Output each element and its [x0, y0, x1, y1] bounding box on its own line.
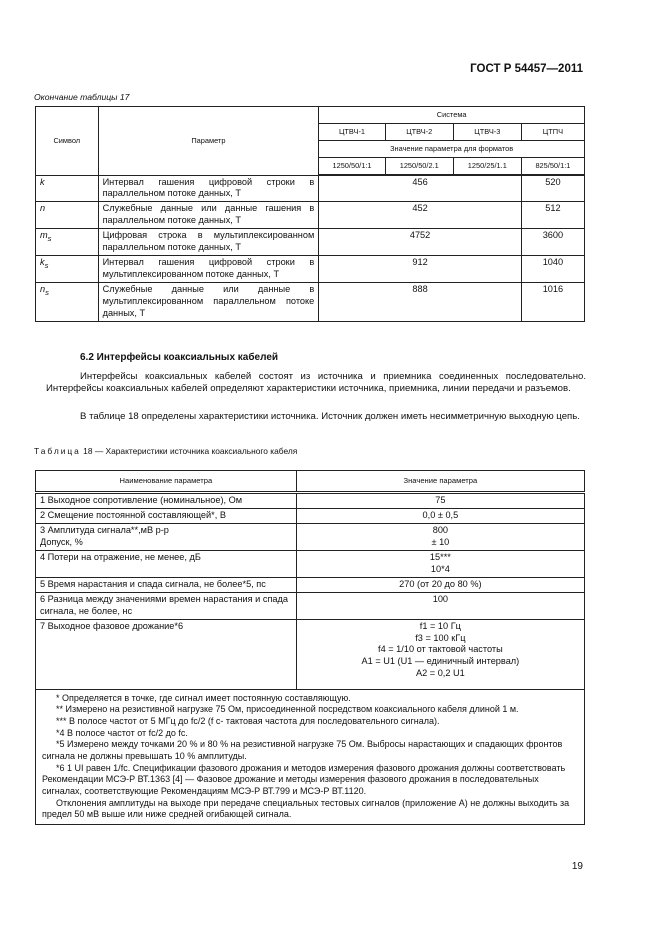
symbol: m — [40, 230, 48, 241]
header-parameter: Параметр — [98, 107, 319, 176]
value-text: 100 — [432, 593, 449, 604]
param-text: 3 Амплитуда сигнала**,мВ р-р — [40, 524, 169, 535]
symbol-subscript: s — [44, 261, 49, 271]
header-system: Система — [319, 107, 585, 124]
footnote: *6 1 UI равен 1/fc. Спецификации фазового дрожания и методов измерения фазового дрожания должны соответствовать Рекомендации МСЭ-Р ВТ.1363 [4] — Фазовое дрожание и методы измерения фазового дрожания в последовательных сигналах, соответствующие Рекомендациям МСЭ-Р ВТ.799 и МСЭ-Р ВТ.1120. — [42, 762, 566, 797]
value-cell: 3600 — [521, 229, 584, 256]
param-text: 6 Разница между значениями времен нарастания и спада сигнала, не более, нс — [40, 593, 289, 616]
value-cell — [296, 577, 584, 592]
parameter-cell: Служебные данные или данные гашения в параллельном потоке данных, T — [98, 202, 319, 229]
value-cell: 4752 — [319, 229, 522, 256]
value-line: A1 = U1 (U1 — единичный интервал) — [361, 656, 520, 667]
table17-caption: Окончание таблицы 17 — [34, 92, 130, 102]
table-row — [36, 523, 585, 550]
footnotes — [36, 689, 585, 825]
param-cell — [36, 577, 297, 592]
value-text: 10*4 — [430, 563, 450, 574]
param-text: 4 Потери на отражение, не менее, дБ — [40, 551, 201, 562]
value-text: ± 10 — [431, 536, 450, 547]
param-text: Допуск, % — [40, 536, 83, 547]
header-system-2: ЦТВЧ-2 — [385, 124, 453, 141]
header-format-3: 1250/25/1.1 — [453, 158, 521, 176]
header-symbol: Символ — [36, 107, 99, 176]
table-row — [36, 592, 585, 619]
table-row — [36, 256, 585, 283]
symbol-cell — [36, 202, 99, 229]
param-cell — [36, 523, 297, 550]
param-cell — [36, 508, 297, 523]
table-row — [36, 175, 585, 202]
footnote: * Определяется в точке, где сигнал имеет постоянную составляющую. — [56, 692, 351, 703]
param-cell — [36, 493, 297, 509]
param-text: 2 Смещение постоянной составляющей*, В — [40, 509, 226, 520]
symbol-subscript: s — [47, 234, 52, 244]
value-line: A2 = 0,2 U1 — [415, 668, 465, 679]
parameter-cell: Интервал гашения цифровой строки в параллельном потоке данных, T — [98, 175, 319, 202]
value-line: f3 = 100 кГц — [415, 632, 466, 643]
header-system-3: ЦТВЧ-3 — [453, 124, 521, 141]
value-cell — [296, 493, 584, 509]
value-cell: 1016 — [521, 283, 584, 322]
value-text: 75 — [435, 495, 446, 505]
table-row — [36, 202, 585, 229]
parameter-cell: Цифровая строка в мультиплексированном параллельном потоке данных, T — [98, 229, 319, 256]
header-value-label: Значение параметра для форматов — [319, 141, 585, 158]
value-text: 800 — [432, 524, 449, 535]
table-row — [36, 229, 585, 256]
table-row — [36, 508, 585, 523]
symbol: n — [40, 203, 46, 214]
footnote: ** Измерено на резистивной нагрузке 75 Ом, присоединенной посредством коаксиального кабеля длиной 1 м. — [56, 704, 519, 715]
footnote: Отклонения амплитуды на выходе при передаче специальных тестовых сигналов (приложение А) не должны выходить за предел 50 мВ выше или ниже средней огибающей сигнала. — [42, 797, 570, 820]
value-cell — [296, 592, 584, 619]
symbol: k — [40, 257, 45, 268]
value-text: 15*** — [429, 551, 451, 562]
value-cell: 520 — [521, 175, 584, 202]
symbol-cell — [36, 175, 99, 202]
value-line: f4 = 1/10 от тактовой частоты — [378, 644, 503, 655]
table-row — [36, 550, 585, 577]
header-format-4: 825/50/1:1 — [521, 158, 584, 176]
page-number: 19 — [571, 861, 583, 872]
header-system-1: ЦТВЧ-1 — [319, 124, 385, 141]
section-heading: 6.2 Интерфейсы коаксиальных кабелей — [80, 352, 279, 363]
value-cell — [296, 619, 584, 689]
value-cell: 912 — [319, 256, 522, 283]
value-line: f1 = 10 Гц — [419, 620, 461, 631]
table-row — [36, 577, 585, 592]
table-17 — [35, 106, 585, 322]
symbol-cell — [36, 256, 99, 283]
value-cell: 456 — [319, 175, 522, 202]
header-param-value: Значение параметра — [296, 471, 584, 493]
caption-text: 18 — Характеристики источника коаксиального кабеля — [83, 446, 298, 456]
symbol: n — [40, 284, 46, 295]
table-row — [36, 493, 585, 509]
header-format-1: 1250/50/1:1 — [319, 158, 385, 176]
value-cell — [296, 523, 584, 550]
table-row — [36, 283, 585, 322]
value-cell: 1040 — [521, 256, 584, 283]
footnote: *5 Измерено между точками 20 % и 80 % на резистивной нагрузке 75 Ом. Выбросы нарастающих и спадающих фронтов сигнала не должны превышать 10 % амплитуды. — [42, 739, 563, 762]
header-system-4: ЦТПЧ — [521, 124, 584, 141]
footnote: *4 В полосе частот от fc/2 до fc. — [56, 727, 188, 738]
header-param-name: Наименование параметра — [36, 471, 297, 493]
value-cell: 512 — [521, 202, 584, 229]
param-cell — [36, 619, 297, 689]
value-cell — [296, 508, 584, 523]
symbol-subscript: s — [45, 287, 49, 297]
symbol-cell — [36, 229, 99, 256]
header-format-2: 1250/50/2.1 — [385, 158, 453, 176]
param-text: 5 Время нарастания и спада сигнала, не более*5, пс — [40, 578, 266, 589]
value-cell — [296, 550, 584, 577]
paragraph: В таблице 18 определены характеристики источника. Источник должен иметь несимметричную выходную цепь. — [80, 411, 580, 422]
param-text: 7 Выходное фазовое дрожание*6 — [40, 620, 184, 631]
value-text: 270 (от 20 до 80 %) — [399, 578, 482, 589]
param-text: 1 Выходное сопротивление (номинальное), Ом — [40, 495, 243, 505]
table-18 — [35, 470, 585, 825]
table18-caption — [34, 446, 297, 457]
footnote: *** В полосе частот от 5 МГц до fc/2 (f c- тактовая частота для последовательного сигнала). — [56, 715, 440, 726]
paragraph: Интерфейсы коаксиальных кабелей состоят из источника и приемника соединенных последовательно. Интерфейсы коаксиальных кабелей определяют характеристики источника, приемника, линии передачи и разъемов. — [46, 371, 586, 395]
table-row — [36, 619, 585, 689]
symbol-cell — [36, 283, 99, 322]
value-text: 0,0 ± 0,5 — [422, 509, 459, 520]
parameter-cell: Интервал гашения цифровой строки в мультиплексированном потоке данных, T — [98, 256, 319, 283]
param-cell — [36, 550, 297, 577]
symbol: k — [40, 176, 45, 187]
parameter-cell: Служебные данные или данные в мультиплексированном параллельном потоке данных, T — [98, 283, 319, 322]
caption-word: Таблица — [34, 446, 81, 456]
document-code: ГОСТ Р 54457—2011 — [470, 63, 583, 75]
value-cell: 452 — [319, 202, 522, 229]
value-cell: 888 — [319, 283, 522, 322]
param-cell — [36, 592, 297, 619]
